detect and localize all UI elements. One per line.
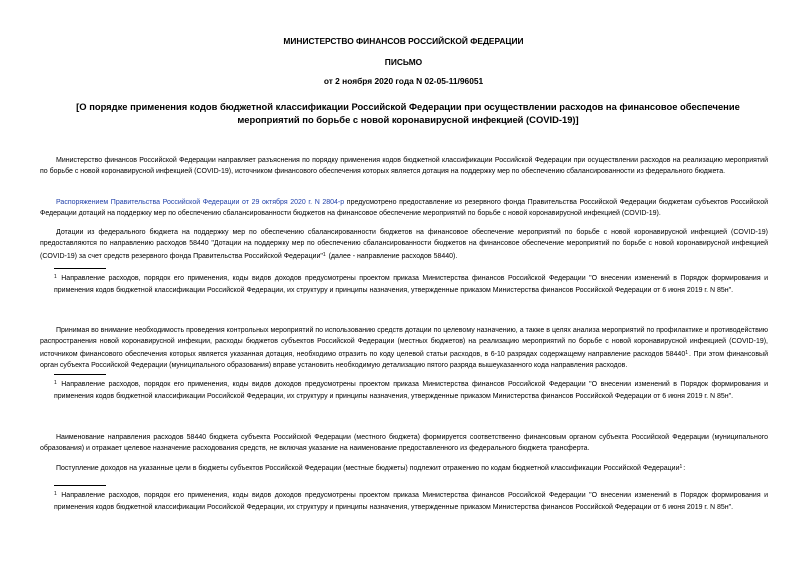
footnote-ref: 1 [685,349,688,356]
footnote [54,272,768,296]
footnote-mark: 1 [54,491,57,497]
paragraph-control-text: Принимая во внимание необходимость проведения контрольных мероприятий по использованию средств дотации по целевому назначению, а также в целях анализа мероприятий по профилактике и противодействию распространения новой коронавирусной инфекции, расходы бюджетов субъектов Российской Федерации (местных бюджетов) на реализацию мероприятий по борьбе с новой коронавирусной инфекцией (COVID-19), источником финансового обеспечения которых является указанная дотация, необходимо отразить по коду целевой статьи расходов, в 6-10 разрядах содержащему направление расходов 58440 [40,327,768,358]
footnote-ref: 1 [322,251,326,258]
footnote-ref: 1 [679,464,683,470]
footnote-text: Направление расходов, порядок его применения, коды видов доходов предусмотрены проектом приказа Министерства финансов Российской Федерации "О внесении изменений в Порядок формирования и применения кодов бюджетной классификации Российской Федерации, их структуру и принципы назначения, утвержденные приказом Министерства финансов Российской Федерации от 6 июня 2019 г. N 85н". [54,275,768,294]
decree-link[interactable]: Распоряжением Правительства Российской Федерации от 29 октября 2020 г. N 2804-р [56,199,345,206]
paragraph-naming: Наименование направления расходов 58440 бюджета субъекта Российской Федерации (местного бюджета) формируется соответственно финансовым органом субъекта Российской Федерации (муниципального образования) и отражает целевое назначение расходования средств, не включая указание на наименование предоставленного из федерального бюджета трансферта. [40,434,768,453]
paragraph-decree [40,197,768,220]
footnote-divider [54,485,106,486]
paragraph-intro: Министерство финансов Российской Федерации направляет разъяснения по порядку применения кодов бюджетной классификации Российской Федерации при осуществлении расходов на реализацию мероприятий по борьбе с новой коронавирусной инфекцией (COVID-19), источником финансового обеспечения которых является дотация на поддержку мер по обеспечению сбалансированности из федерального бюджета. [40,157,768,176]
footnote-text: Направление расходов, порядок его применения, коды видов доходов предусмотрены проектом приказа Министерства финансов Российской Федерации "О внесении изменений в Порядок формирования и применения кодов бюджетной классификации Российской Федерации, их структуру и принципы назначения, утвержденные приказом Министерства финансов Российской Федерации от 6 июня 2019 г. N 85н". [54,492,768,511]
footnote [54,378,768,402]
paragraph-decree-text: предусмотрено предоставление из резервного фонда Правительства Российской Федерации бюджетам субъектов Российской Федерации дотаций на поддержку мер по обеспечению сбалансированности бюджетов на финансовое обеспечение мероприятий по борьбе с новой коронавирусной инфекцией (COVID-19). [40,199,769,218]
paragraph-control [40,325,768,371]
paragraph-grants-tail: (далее - направление расходов 58440). [326,252,458,260]
doc-type-heading: ПИСЬМО [384,57,423,67]
paragraph-grants-text: Дотации из федерального бюджета на поддержку мер по обеспечению сбалансированности бюджетов на финансовое обеспечение мероприятий по борьбе с новой коронавирусной инфекцией (COVID-19) предоставляются по направлению расходов 58440 "Дотации на поддержку мер по обеспечению сбалансированности бюджетов на финансовое обеспечение мероприятий по борьбе с новой коронавирусной инфекцией (COVID-19) за счет средств резервного фонда Правительства Российской Федерации" [40,229,768,260]
paragraph-grants [40,227,768,262]
footnote-mark: 1 [54,274,57,280]
paragraph-revenue [40,462,768,474]
paragraph-control-tail: . При этом финансовый орган субъекта Российской Федерации (муниципального образования) вправе установить необходимую детализацию пятого разряда вышеуказанного кода направления расходов. [40,350,768,369]
footnote [54,489,768,513]
footnote-text: Направление расходов, порядок его применения, коды видов доходов предусмотрены проектом приказа Министерства финансов Российской Федерации "О внесении изменений в Порядок формирования и применения кодов бюджетной классификации Российской Федерации, их структуру и принципы назначения, утвержденные приказом Министерства финансов Российской Федерации от 6 июня 2019 г. N 85н". [54,381,768,400]
paragraph-revenue-text: Поступление доходов на указанные цели в бюджеты субъектов Российской Федерации (местные бюджеты) подлежит отражению по кодам бюджетной классификации Российской Федерации [56,465,680,472]
document-title: [О порядке применения кодов бюджетной классификации Российской Федерации при осуществлении расходов на финансовое обеспечение мероприятий по борьбе с новой коронавирусной инфекцией (COVID-19)] [76,101,740,125]
doc-date-number: от 2 ноября 2020 года N 02-05-11/96051 [323,76,484,86]
ministry-heading: МИНИСТЕРСТВО ФИНАНСОВ РОССИЙСКОЙ ФЕДЕРАЦИИ [283,36,524,46]
paragraph-revenue-tail: : [683,465,686,472]
footnote-divider [54,374,106,375]
footnote-divider [54,268,106,269]
footnote-mark: 1 [54,380,57,386]
